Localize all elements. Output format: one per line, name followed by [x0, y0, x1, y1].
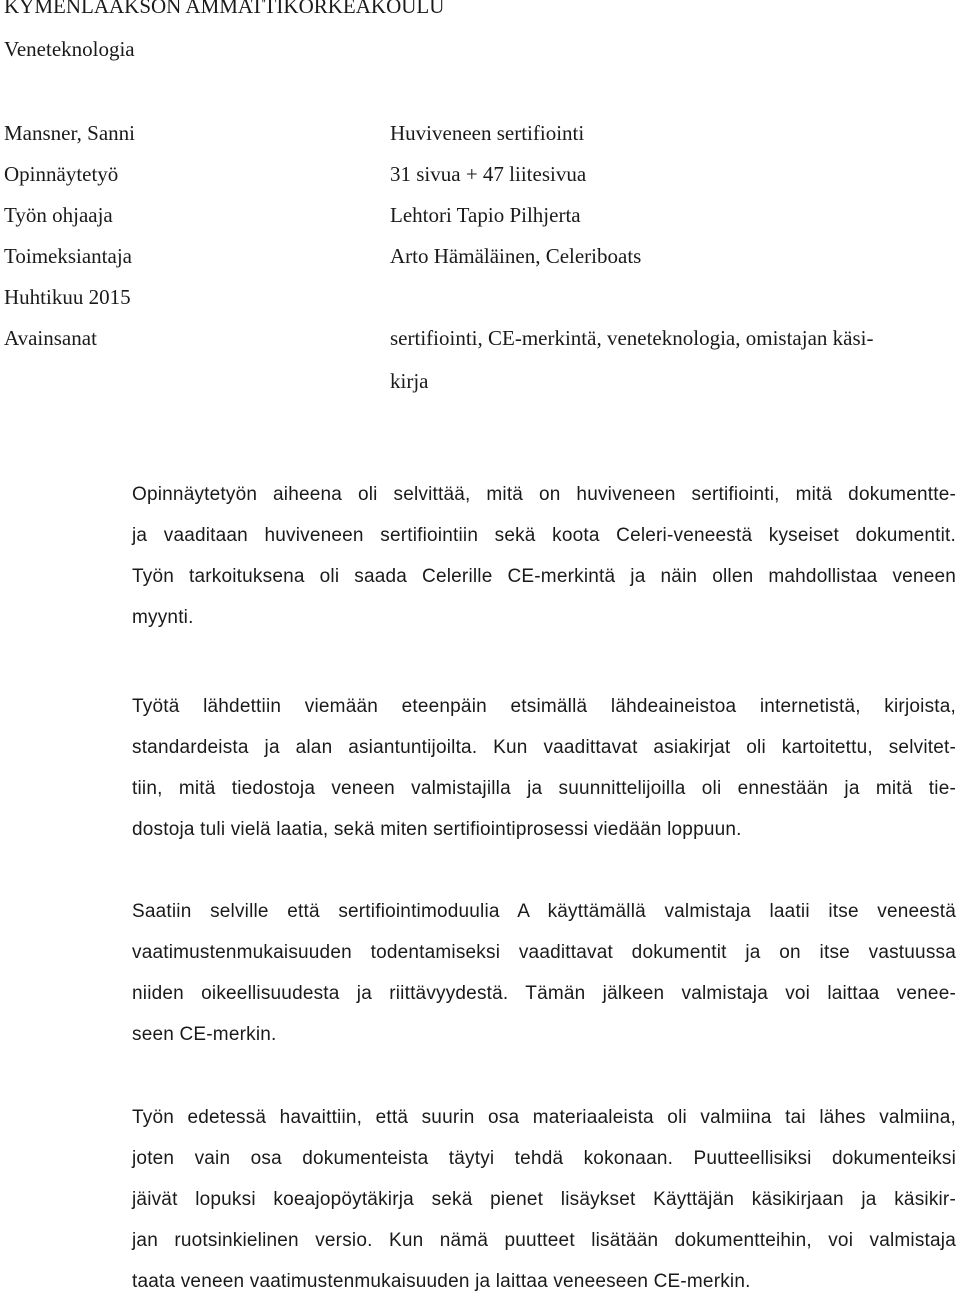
page-count: 31 sivua + 47 liitesivua [390, 162, 587, 186]
abstract-paragraph [132, 891, 956, 1055]
meta-row-author [0, 121, 960, 162]
degree-programme: Veneteknologia [4, 37, 135, 61]
date: Huhtikuu 2015 [4, 285, 131, 309]
paragraph-line: Työn edetessä havaittiin, että suurin osa materiaaleista oli valmiina tai lähes valmiina, [132, 1107, 956, 1128]
abstract-paragraph [132, 1097, 956, 1302]
abstract-paragraph [132, 686, 956, 850]
keywords: sertifiointi, CE-merkintä, veneteknologia, omistajan käsi- [390, 326, 874, 350]
supervisor-name: Lehtori Tapio Pilhjerta [390, 203, 581, 227]
paragraph-line: Työtä lähdettiin viemään eteenpäin etsimällä lähdeaineistoa internetistä, kirjoista, [132, 696, 956, 717]
paragraph-line: myynti. [132, 607, 194, 628]
meta-row-date [0, 285, 960, 326]
commissioner-name: Arto Hämäläinen, Celeriboats [390, 244, 642, 268]
abstract-paragraph [132, 474, 956, 638]
paragraph-line: jan ruotsinkielinen versio. Kun nämä puutteet lisätään dokumentteihin, voi valmistaja [132, 1230, 956, 1251]
thesis-type-label: Opinnäytetyö [4, 162, 119, 186]
paragraph-line: jäivät lopuksi koeajopöytäkirja sekä pienet lisäykset Käyttäjän käsikirjaan ja käsikir- [132, 1189, 956, 1210]
supervisor-label: Työn ohjaaja [4, 203, 113, 227]
paragraph-line: tiin, mitä tiedostoja veneen valmistajilla ja suunnittelijoilla oli ennestään ja mitä tie- [132, 778, 956, 799]
author-name: Mansner, Sanni [4, 121, 135, 145]
commissioner-label: Toimeksiantaja [4, 244, 132, 268]
paragraph-line: standardeista ja alan asiantuntijoilta. Kun vaadittavat asiakirjat oli kartoitettu, selvitet- [132, 737, 956, 758]
thesis-title: Huviveneen sertifiointi [390, 121, 585, 145]
keywords-continued: kirja [390, 369, 429, 393]
paragraph-line: taata veneen vaatimustenmukaisuuden ja laittaa veneeseen CE-merkin. [132, 1271, 751, 1292]
paragraph-line: vaatimustenmukaisuuden todentamiseksi vaadittavat dokumentit ja on itse vastuussa [132, 942, 956, 963]
paragraph-line: joten vain osa dokumenteista täytyi tehdä kokonaan. Puutteellisiksi dokumenteiksi [132, 1148, 956, 1169]
paragraph-line: ja vaaditaan huviveneen sertifiointiin sekä koota Celeri-veneestä kyseiset dokumentit. [132, 525, 956, 546]
paragraph-line: Saatiin selville että sertifiointimoduulia A käyttämällä valmistaja laatii itse veneestä [132, 901, 956, 922]
keywords-label: Avainsanat [4, 326, 97, 350]
paragraph-line: seen CE-merkin. [132, 1024, 277, 1045]
paragraph-line: Opinnäytetyön aiheena oli selvittää, mitä on huviveneen sertifiointi, mitä dokumentte- [132, 484, 956, 505]
meta-row-keywords [0, 326, 960, 367]
school-name: KYMENLAAKSON AMMATTIKORKEAKOULU [4, 0, 445, 18]
meta-row-commissioner [0, 244, 960, 285]
paragraph-line: dostoja tuli vielä laatia, sekä miten sertifiointiprosessi viedään loppuun. [132, 819, 742, 840]
meta-row-supervisor [0, 203, 960, 244]
paragraph-line: Työn tarkoituksena oli saada Celerille CE-merkintä ja näin ollen mahdollistaa veneen [132, 566, 956, 587]
paragraph-line: niiden oikeellisuudesta ja riittävyydestä. Tämän jälkeen valmistaja voi laittaa venee- [132, 983, 956, 1004]
meta-row-thesis [0, 162, 960, 203]
